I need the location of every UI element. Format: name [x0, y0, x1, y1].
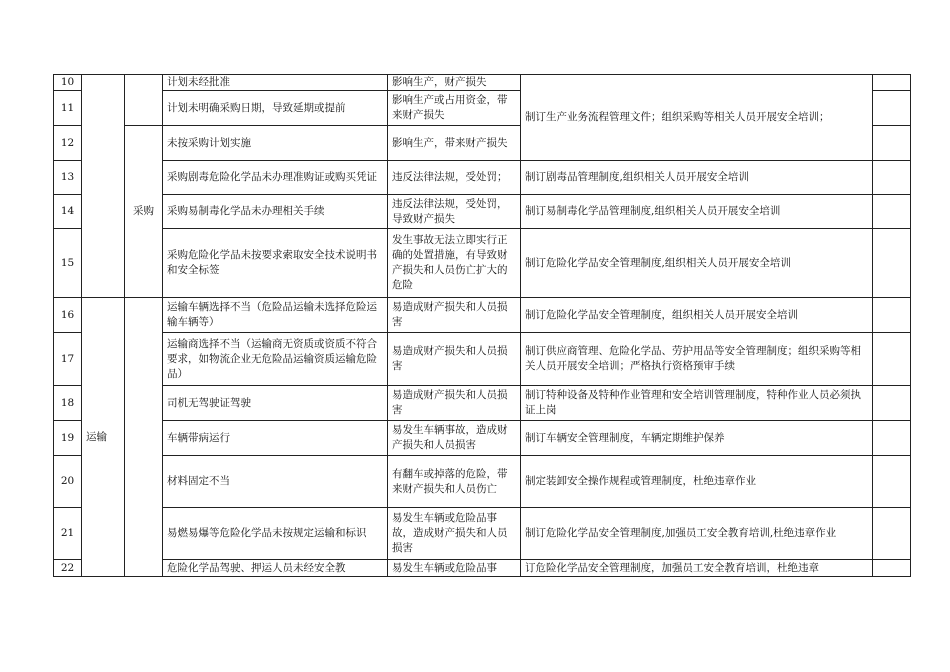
row-number: 22	[54, 560, 82, 577]
measure-cell: 订危险化学品安全管理制度，加强员工安全教育培训，杜绝违章	[521, 560, 873, 577]
remark-cell	[873, 456, 911, 508]
consequence-cell: 易发生车辆或危险品事故，造成财产损失和人员损害	[388, 508, 521, 560]
hazard-cell: 计划未明确采购日期，导致延期或提前	[163, 91, 388, 126]
table-row	[54, 298, 911, 333]
hazard-cell: 采购危险化学品未按要求索取安全技术说明书和安全标签	[163, 229, 388, 298]
row-number: 18	[54, 386, 82, 421]
hazard-cell: 采购剧毒危险化学品未办理准购证或购买凭证	[163, 161, 388, 195]
subcategory-cell	[125, 298, 163, 577]
consequence-cell: 易造成财产损失和人员损害	[388, 386, 521, 421]
hazard-cell: 运输车辆选择不当（危险品运输未选择危险运输车辆等）	[163, 298, 388, 333]
consequence-cell: 易发生车辆或危险品事	[388, 560, 521, 577]
row-number: 20	[54, 456, 82, 508]
measure-cell: 制定装卸安全操作规程或管理制度，杜绝违章作业	[521, 456, 873, 508]
hazard-table	[53, 74, 911, 577]
measure-cell: 制订易制毒化学品管理制度,组织相关人员开展安全培训	[521, 195, 873, 229]
consequence-cell: 影响生产或占用资金，带来财产损失	[388, 91, 521, 126]
row-number: 17	[54, 333, 82, 386]
remark-cell	[873, 75, 911, 91]
hazard-cell: 车辆带病运行	[163, 421, 388, 456]
table-row	[54, 161, 911, 195]
hazard-cell: 易燃易爆等危险化学品未按规定运输和标识	[163, 508, 388, 560]
consequence-cell: 违反法律法规，受处罚，导致财产损失	[388, 195, 521, 229]
remark-cell	[873, 126, 911, 161]
hazard-cell: 材料固定不当	[163, 456, 388, 508]
hazard-cell: 危险化学品驾驶、押运人员未经安全教	[163, 560, 388, 577]
row-number: 15	[54, 229, 82, 298]
table-row	[54, 456, 911, 508]
category-cell	[82, 75, 125, 298]
measure-cell: 制订供应商管理、危险化学品、劳护用品等安全管理制度；组织采购等相关人员开展安全培训；严格执行资格预审手续	[521, 333, 873, 386]
remark-cell	[873, 333, 911, 386]
remark-cell	[873, 421, 911, 456]
measure-cell: 制订特种设备及特种作业管理和安全培训管理制度，特种作业人员必须执证上岗	[521, 386, 873, 421]
row-number: 19	[54, 421, 82, 456]
consequence-cell: 发生事故无法立即实行正确的处置措施，有导致财产损失和人员伤亡扩大的危险	[388, 229, 521, 298]
row-number: 10	[54, 75, 82, 91]
remark-cell	[873, 229, 911, 298]
consequence-cell: 有翻车或掉落的危险，带来财产损失和人员伤亡	[388, 456, 521, 508]
measure-cell: 制订危险化学品安全管理制度,加强员工安全教育培训,杜绝违章作业	[521, 508, 873, 560]
table-row	[54, 421, 911, 456]
remark-cell	[873, 161, 911, 195]
consequence-cell: 易造成财产损失和人员损害	[388, 333, 521, 386]
remark-cell	[873, 91, 911, 126]
hazard-cell: 未按采购计划实施	[163, 126, 388, 161]
subcategory-purchase: 采购	[125, 126, 163, 298]
consequence-cell: 影响生产，财产损失	[388, 75, 521, 91]
measure-cell: 制订危险化学品安全管理制度,组织相关人员开展安全培训	[521, 229, 873, 298]
table-row	[54, 508, 911, 560]
remark-cell	[873, 508, 911, 560]
remark-cell	[873, 560, 911, 577]
table-row	[54, 229, 911, 298]
measure-cell: 制订剧毒品管理制度,组织相关人员开展安全培训	[521, 161, 873, 195]
measure-cell: 制订车辆安全管理制度，车辆定期维护保养	[521, 421, 873, 456]
subcategory-cell	[125, 75, 163, 126]
table-row	[54, 75, 911, 91]
remark-cell	[873, 195, 911, 229]
consequence-cell: 违反法律法规，受处罚；	[388, 161, 521, 195]
category-transport: 运输	[82, 298, 125, 577]
row-number: 16	[54, 298, 82, 333]
row-number: 14	[54, 195, 82, 229]
consequence-cell: 影响生产，带来财产损失	[388, 126, 521, 161]
remark-cell	[873, 386, 911, 421]
table-row	[54, 560, 911, 577]
table-row	[54, 195, 911, 229]
measure-cell: 制订生产业务流程管理文件；组织采购等相关人员开展安全培训；	[521, 75, 873, 161]
table-row	[54, 386, 911, 421]
row-number: 12	[54, 126, 82, 161]
hazard-cell: 采购易制毒化学品未办理相关手续	[163, 195, 388, 229]
row-number: 21	[54, 508, 82, 560]
hazard-cell: 计划未经批准	[163, 75, 388, 91]
consequence-cell: 易造成财产损失和人员损害	[388, 298, 521, 333]
hazard-cell: 司机无驾驶证驾驶	[163, 386, 388, 421]
measure-cell: 制订危险化学品安全管理制度，组织相关人员开展安全培训	[521, 298, 873, 333]
table-row	[54, 333, 911, 386]
row-number: 13	[54, 161, 82, 195]
remark-cell	[873, 298, 911, 333]
hazard-cell: 运输商选择不当（运输商无资质或资质不符合要求，如物流企业无危险品运输资质运输危险品）	[163, 333, 388, 386]
row-number: 11	[54, 91, 82, 126]
consequence-cell: 易发生车辆事故，造成财产损失和人员损害	[388, 421, 521, 456]
